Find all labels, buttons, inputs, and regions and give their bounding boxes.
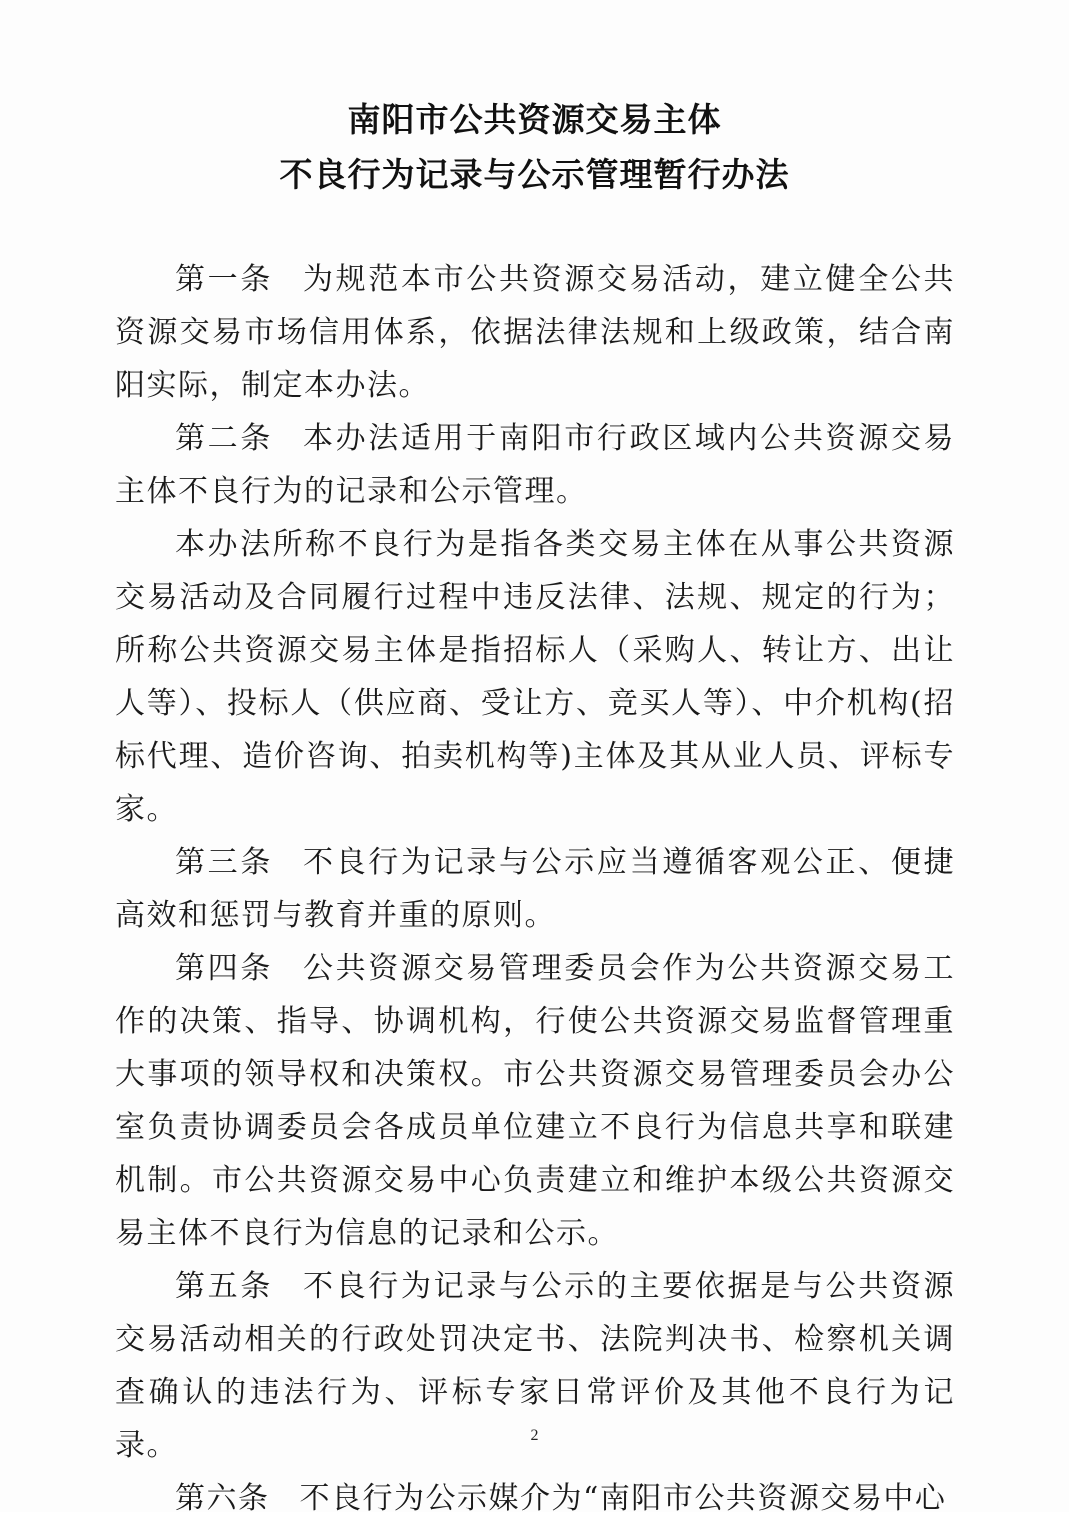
article-label: 第一条 [175,262,273,297]
document-body [115,253,955,1525]
paragraph-text: 本办法所称不良行为是指各类交易主体在从事公共资源交易活动及合同履行过程中违反法律、法规、规定的行为；所称公共资源交易主体是指招标人（采购人、转让方、出让人等）、投标人（供应商、受让方、竞买人等）、中介机构(招标代理、造价咨询、拍卖机构等)主体及其从业人员、评标专家。 [115,527,955,827]
paragraph-text: 不良行为记录与公示应当遵循客观公正、便捷高效和惩罚与教育并重的原则。 [115,845,956,933]
article-label: 第三条 [175,845,273,880]
paragraph-article-2 [115,412,955,518]
paragraph-definition [115,518,955,836]
paragraph-text: 为规范本市公共资源交易活动，建立健全公共资源交易市场信用体系，依据法律法规和上级政策，结合南阳实际，制定本办法。 [115,262,956,403]
paragraph-text: 不良行为记录与公示的主要依据是与公共资源交易活动相关的行政处罚决定书、法院判决书、检察机关调查确认的违法行为、评标专家日常评价及其他不良行为记录。 [115,1269,956,1463]
paragraph-text: 本办法适用于南阳市行政区域内公共资源交易主体不良行为的记录和公示管理。 [115,421,956,509]
document-title-line-1: 南阳市公共资源交易主体 [347,100,722,139]
article-label: 第四条 [175,951,273,986]
paragraph-article-6 [115,1472,955,1525]
article-label: 第六条 [175,1481,270,1516]
page-number: 2 [530,1427,539,1444]
paragraph-text: 不良行为公示媒介为“南阳市公共资源交易中心 [299,1481,947,1516]
paragraph-article-3 [115,836,955,942]
article-label: 第五条 [175,1269,273,1304]
paragraph-article-4 [115,942,955,1260]
paragraph-article-1 [115,253,955,412]
document-title-line-2: 不良行为记录与公示管理暂行办法 [279,155,790,194]
paragraph-text: 公共资源交易管理委员会作为公共资源交易工作的决策、指导、协调机构，行使公共资源交易监督管理重大事项的领导权和决策权。市公共资源交易管理委员会办公室负责协调委员会各成员单位建立不良行为信息共享和联建机制。市公共资源交易中心负责建立和维护本级公共资源交易主体不良行为信息的记录和公示。 [115,951,956,1251]
article-label: 第二条 [175,421,273,456]
